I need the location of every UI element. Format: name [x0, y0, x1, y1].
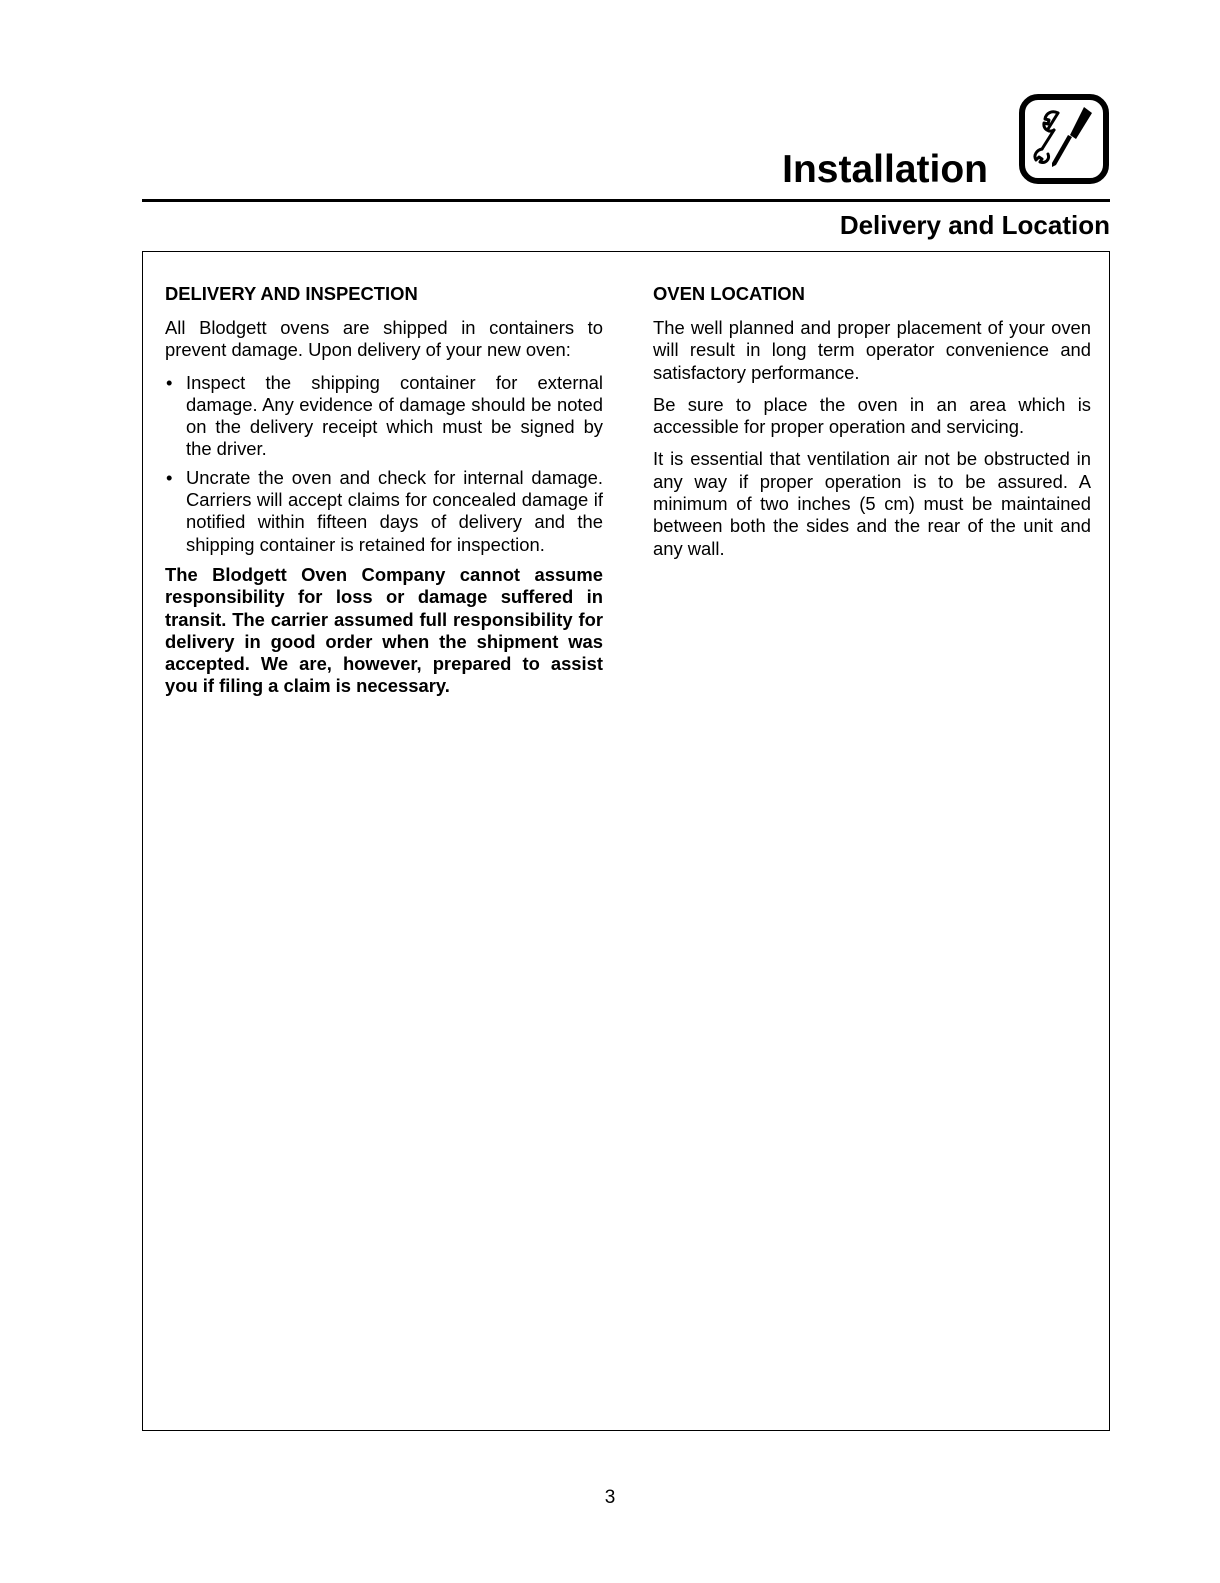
delivery-intro-paragraph: All Blodgett ovens are shipped in containers to prevent damage. Upon delivery of your new oven: [165, 317, 603, 361]
location-paragraph: The well planned and proper placement of your oven will result in long term operator convenience and satisfactory performance. [653, 317, 1091, 383]
list-item-text: Uncrate the oven and check for internal damage. Carriers will accept claims for concealed damage if notified within fifteen days of delivery and the shipping container is retained for inspection. [186, 466, 603, 555]
wrench-screwdriver-icon [1018, 93, 1112, 187]
location-paragraph: Be sure to place the oven in an area which is accessible for proper operation and servicing. [653, 393, 1091, 438]
inspection-steps-list [165, 372, 603, 556]
page-title: Installation [782, 148, 988, 191]
delivery-inspection-column [165, 283, 603, 698]
bullet-icon: • [166, 371, 173, 393]
delivery-inspection-heading: DELIVERY AND INSPECTION [165, 283, 418, 304]
list-item-text: Inspect the shipping container for external damage. Any evidence of damage should be noted on the delivery receipt which must be signed by the driver. [186, 371, 603, 460]
list-item [165, 467, 603, 556]
section-title: Delivery and Location [839, 210, 1110, 240]
oven-location-heading: OVEN LOCATION [653, 283, 805, 304]
oven-location-column [653, 283, 1091, 570]
content-frame [142, 251, 1110, 1431]
header-divider [142, 199, 1110, 202]
location-paragraph: It is essential that ventilation air not be obstructed in any way if proper operation is to be assured. A minimum of two inches (5 cm) must be maintained between both the sides and the rear of the unit and any wall. [653, 448, 1091, 559]
liability-notice: The Blodgett Oven Company cannot assume responsibility for loss or damage suffered in transit. The carrier assumed full responsibility for delivery in good order when the shipment was accepted. We are, however, prepared to assist you if filing a claim is necessary. [165, 563, 603, 697]
bullet-icon: • [166, 466, 173, 488]
page-number: 3 [604, 1487, 616, 1508]
list-item [165, 372, 603, 461]
